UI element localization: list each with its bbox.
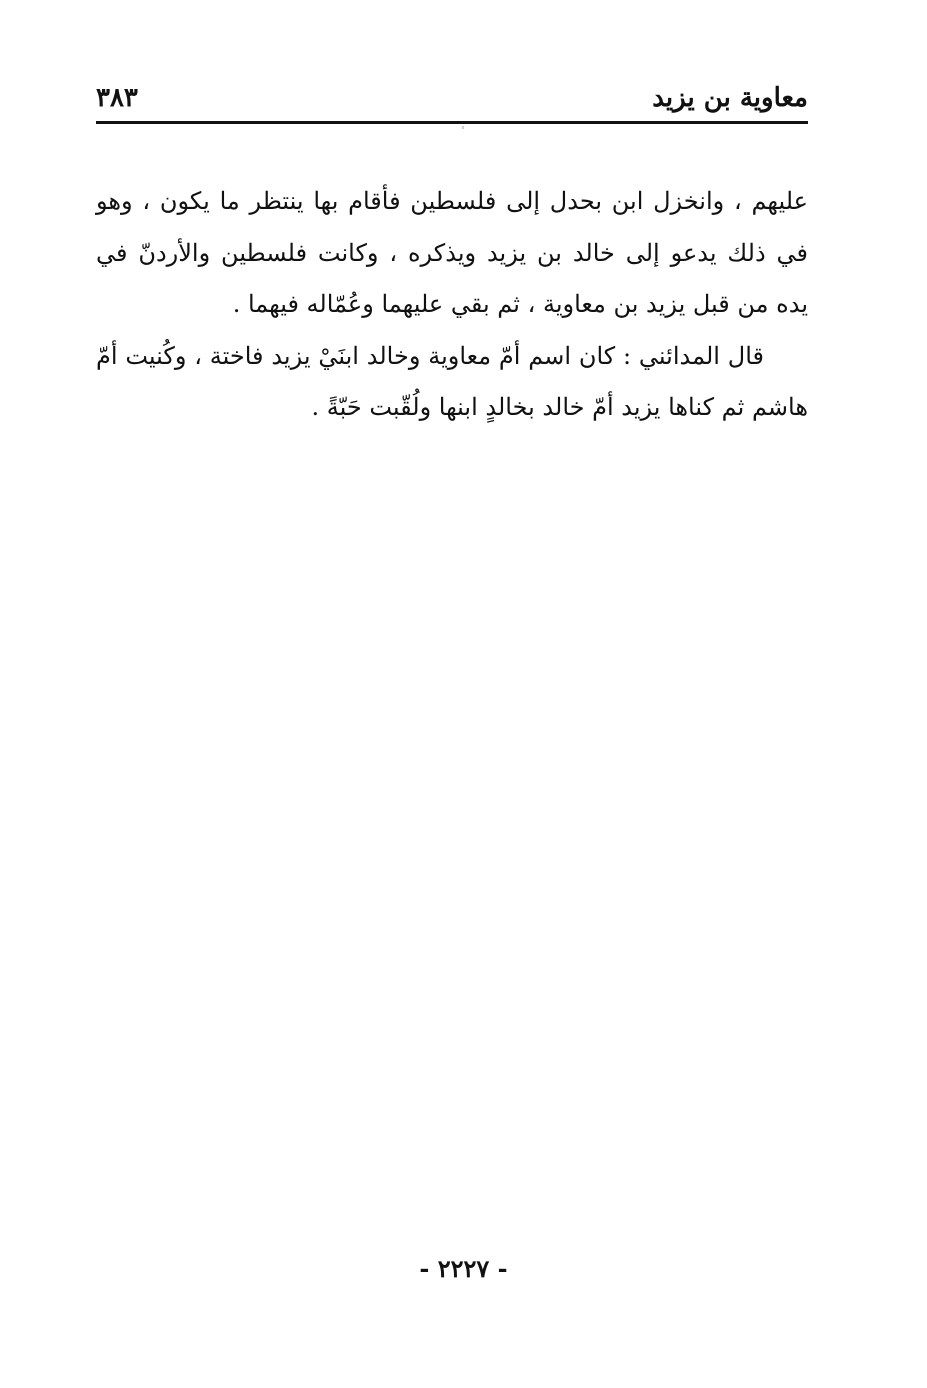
scan-speck xyxy=(462,126,464,129)
header-divider xyxy=(96,121,808,124)
page-number: ٣٨٣ xyxy=(96,83,138,113)
running-header xyxy=(96,78,808,118)
paragraph: عليهم ، وانخزل ابن بحدل إلى فلسطين فأقام بها ينتظر ما يكون ، وهو في ذلك يدعو إلى خالد بن يزيد ويذكره ، وكانت فلسطين والأردنّ في يده من قبل يزيد بن معاوية ، ثم بقي عليهما وعُمّاله فيهما . xyxy=(96,187,808,318)
chapter-title: معاوية بن يزيد xyxy=(652,83,808,113)
body-text xyxy=(96,176,808,434)
paragraph: قال المدائني : كان اسم أمّ معاوية وخالد ابنَيْ يزيد فاختة ، وكُنيت أمّ هاشم ثم كناها يزيد أمّ خالد بخالدٍ ابنها ولُقّبت حَبّةً . xyxy=(96,341,808,421)
volume-page-number: - ٢٢٢٧ - xyxy=(419,1254,508,1283)
